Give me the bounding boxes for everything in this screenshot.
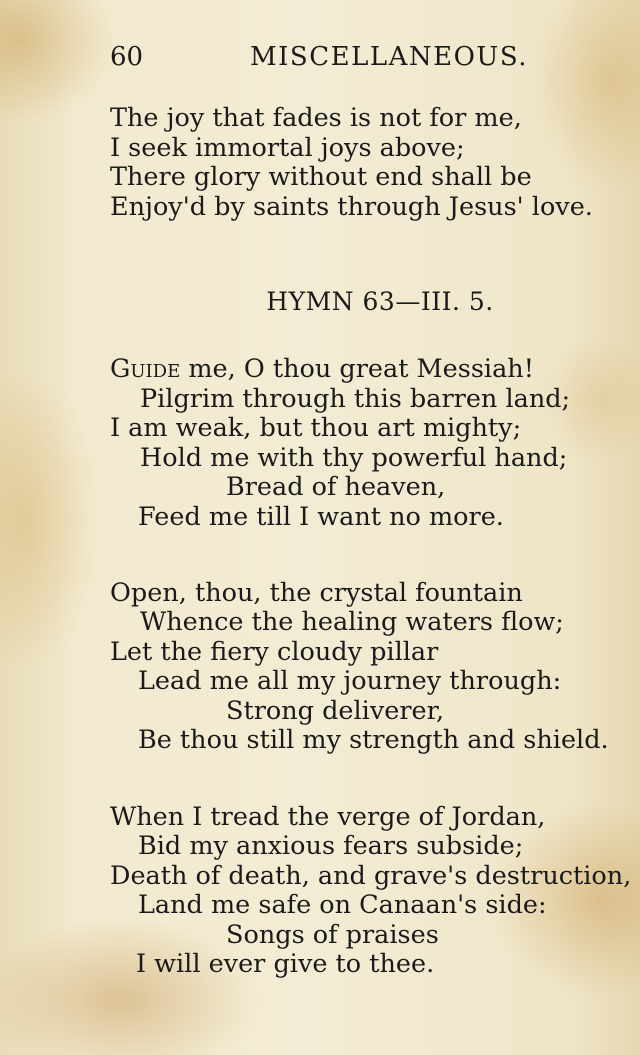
verse-line: Be thou still my strength and shield. bbox=[138, 725, 609, 755]
verse-line: There glory without end shall be bbox=[110, 162, 532, 192]
verse-line: Hold me with thy powerful hand; bbox=[140, 443, 568, 473]
verse-line: Death of death, and grave's destruction, bbox=[110, 861, 632, 891]
running-head: MISCELLANEOUS. bbox=[250, 42, 528, 72]
verse-line: Bread of heaven, bbox=[226, 472, 446, 502]
verse-line: Strong deliverer, bbox=[226, 696, 445, 726]
verse-line: When I tread the verge of Jordan, bbox=[110, 802, 546, 832]
verse-line: I seek immortal joys above; bbox=[110, 133, 465, 163]
page-number: 60 bbox=[110, 42, 144, 72]
verse-line: Enjoy'd by saints through Jesus' love. bbox=[110, 192, 593, 222]
verse-line: I will ever give to thee. bbox=[136, 949, 435, 979]
verse-line: Land me safe on Canaan's side: bbox=[138, 890, 547, 920]
first-line-rest: me, O thou great Messiah! bbox=[180, 354, 534, 384]
verse-line: Pilgrim through this barren land; bbox=[140, 384, 571, 414]
verse-line: Feed me till I want no more. bbox=[138, 502, 504, 532]
verse-line: The joy that fades is not for me, bbox=[110, 103, 522, 133]
page-header bbox=[110, 42, 528, 82]
verse-line: Whence the healing waters flow; bbox=[140, 607, 564, 637]
verse-line bbox=[110, 354, 534, 384]
verse-line: Lead me all my journey through: bbox=[138, 666, 562, 696]
verse-line: I am weak, but thou art mighty; bbox=[110, 413, 522, 443]
verse-line: Bid my anxious fears subside; bbox=[138, 831, 524, 861]
hymn-title: HYMN 63—III. 5. bbox=[266, 287, 494, 316]
verse-line: Let the fiery cloudy pillar bbox=[110, 637, 439, 667]
verse-line: Songs of praises bbox=[226, 920, 439, 950]
first-word: Guide bbox=[110, 354, 181, 384]
verse-line: Open, thou, the crystal fountain bbox=[110, 578, 523, 608]
